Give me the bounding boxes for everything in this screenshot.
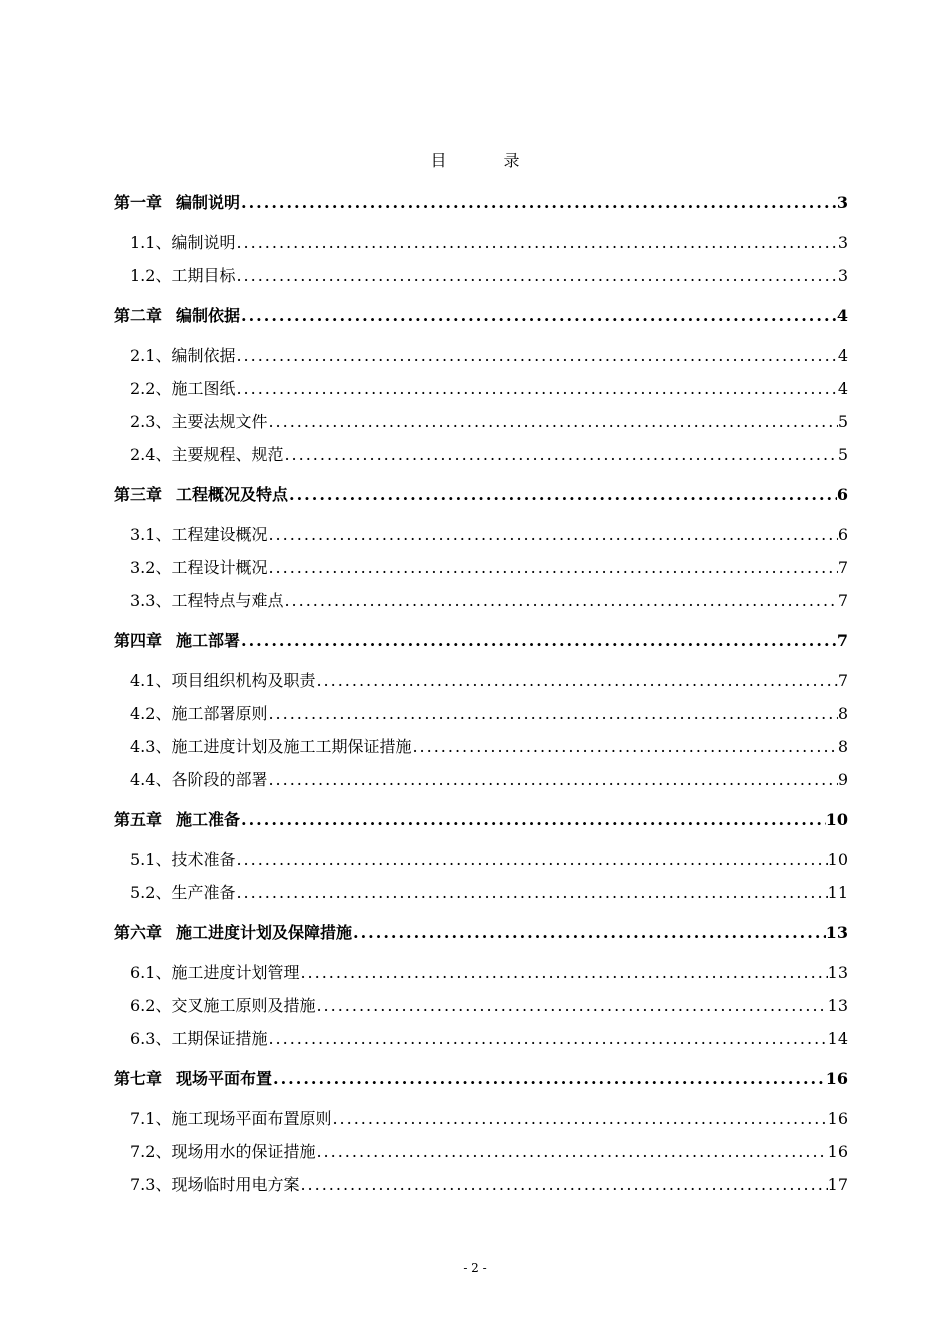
section-title: 4.2、施工部署原则 bbox=[130, 704, 268, 723]
dot-leader bbox=[315, 664, 837, 697]
table-of-contents bbox=[114, 182, 848, 1204]
dot-leader bbox=[331, 1102, 827, 1135]
section-title: 5.1、技术准备 bbox=[130, 850, 236, 869]
page-number: 4 bbox=[837, 379, 848, 398]
section-title: 2.1、编制依据 bbox=[130, 346, 236, 365]
page-number: 3 bbox=[837, 233, 848, 252]
chapter-title: 施工进度计划及保障措施 bbox=[176, 923, 353, 942]
toc-section[interactable] bbox=[114, 763, 848, 796]
dot-leader bbox=[240, 620, 837, 661]
section-title: 4.3、施工进度计划及施工工期保证措施 bbox=[130, 737, 412, 756]
dot-leader bbox=[267, 763, 837, 796]
section-title: 1.2、工期目标 bbox=[130, 266, 236, 285]
dot-leader bbox=[315, 1135, 827, 1168]
toc-section[interactable] bbox=[114, 876, 848, 909]
toc-chapter[interactable] bbox=[114, 620, 848, 661]
page-number: 10 bbox=[827, 850, 848, 869]
section-title: 2.4、主要规程、规范 bbox=[130, 445, 284, 464]
page-number: 16 bbox=[827, 1142, 848, 1161]
page-number: 14 bbox=[827, 1029, 848, 1048]
toc-section[interactable] bbox=[114, 339, 848, 372]
toc-chapter[interactable] bbox=[114, 912, 848, 953]
section-title: 5.2、生产准备 bbox=[130, 883, 236, 902]
chapter-number: 第六章 bbox=[114, 923, 163, 942]
chapter-number: 第七章 bbox=[114, 1069, 163, 1088]
toc-section[interactable] bbox=[114, 372, 848, 405]
chapter-title: 编制依据 bbox=[176, 306, 241, 325]
toc-section[interactable] bbox=[114, 956, 848, 989]
chapter-title: 施工准备 bbox=[176, 810, 241, 829]
dot-leader bbox=[240, 799, 826, 840]
page-number: 17 bbox=[827, 1175, 848, 1194]
toc-section[interactable] bbox=[114, 1168, 848, 1201]
page-number: 13 bbox=[827, 996, 848, 1015]
toc-section[interactable] bbox=[114, 551, 848, 584]
dot-leader bbox=[267, 405, 837, 438]
chapter-number: 第三章 bbox=[114, 485, 163, 504]
toc-section[interactable] bbox=[114, 989, 848, 1022]
section-title: 6.1、施工进度计划管理 bbox=[130, 963, 300, 982]
page-number: 3 bbox=[836, 193, 848, 212]
page-number: 4 bbox=[836, 306, 848, 325]
section-title: 7.1、施工现场平面布置原则 bbox=[130, 1109, 332, 1128]
toc-chapter[interactable] bbox=[114, 799, 848, 840]
page-number: 16 bbox=[825, 1069, 848, 1088]
page-number: 4 bbox=[837, 346, 848, 365]
dot-leader bbox=[267, 518, 837, 551]
toc-section[interactable] bbox=[114, 843, 848, 876]
page-number: 7 bbox=[837, 671, 848, 690]
dot-leader bbox=[235, 843, 827, 876]
dot-leader bbox=[352, 912, 826, 953]
section-title: 3.1、工程建设概况 bbox=[130, 525, 268, 544]
toc-section[interactable] bbox=[114, 1135, 848, 1168]
section-title: 7.2、现场用水的保证措施 bbox=[130, 1142, 316, 1161]
page-number: 6 bbox=[837, 525, 848, 544]
dot-leader bbox=[283, 584, 837, 617]
page-footer-number: - 2 - bbox=[463, 1261, 487, 1275]
dot-leader bbox=[267, 551, 837, 584]
page-number: 10 bbox=[825, 810, 848, 829]
dot-leader bbox=[235, 226, 837, 259]
dot-leader bbox=[299, 1168, 827, 1201]
dot-leader bbox=[288, 474, 837, 515]
dot-leader bbox=[267, 697, 837, 730]
section-title: 1.1、编制说明 bbox=[130, 233, 236, 252]
section-title: 6.3、工期保证措施 bbox=[130, 1029, 268, 1048]
chapter-number: 第二章 bbox=[114, 306, 163, 325]
page-number: 3 bbox=[837, 266, 848, 285]
page-number: 7 bbox=[836, 631, 848, 650]
section-title: 7.3、现场临时用电方案 bbox=[130, 1175, 300, 1194]
dot-leader bbox=[315, 989, 827, 1022]
section-title: 2.2、施工图纸 bbox=[130, 379, 236, 398]
section-title: 4.4、各阶段的部署 bbox=[130, 770, 268, 789]
dot-leader bbox=[235, 259, 837, 292]
page-number: 8 bbox=[837, 737, 848, 756]
page-number: 5 bbox=[837, 412, 848, 431]
dot-leader bbox=[240, 182, 837, 223]
toc-section[interactable] bbox=[114, 226, 848, 259]
section-title: 3.2、工程设计概况 bbox=[130, 558, 268, 577]
toc-section[interactable] bbox=[114, 405, 848, 438]
section-title: 6.2、交叉施工原则及措施 bbox=[130, 996, 316, 1015]
dot-leader bbox=[235, 876, 827, 909]
page-number: 6 bbox=[836, 485, 848, 504]
section-title: 3.3、工程特点与难点 bbox=[130, 591, 284, 610]
toc-chapter[interactable] bbox=[114, 182, 848, 223]
page-number: 5 bbox=[837, 445, 848, 464]
dot-leader bbox=[267, 1022, 827, 1055]
toc-section[interactable] bbox=[114, 1102, 848, 1135]
toc-section[interactable] bbox=[114, 584, 848, 617]
section-title: 2.3、主要法规文件 bbox=[130, 412, 268, 431]
page-number: 13 bbox=[825, 923, 848, 942]
dot-leader bbox=[240, 295, 837, 336]
chapter-number: 第五章 bbox=[114, 810, 163, 829]
toc-section[interactable] bbox=[114, 518, 848, 551]
toc-title: 目 录 bbox=[430, 151, 546, 170]
dot-leader bbox=[235, 372, 837, 405]
chapter-title: 现场平面布置 bbox=[176, 1069, 273, 1088]
chapter-title: 施工部署 bbox=[176, 631, 241, 650]
toc-section[interactable] bbox=[114, 664, 848, 697]
toc-section[interactable] bbox=[114, 697, 848, 730]
chapter-title: 工程概况及特点 bbox=[176, 485, 289, 504]
dot-leader bbox=[235, 339, 837, 372]
page-number: 16 bbox=[827, 1109, 848, 1128]
page-number: 7 bbox=[837, 558, 848, 577]
section-title: 4.1、项目组织机构及职责 bbox=[130, 671, 316, 690]
toc-section[interactable] bbox=[114, 259, 848, 292]
chapter-number: 第一章 bbox=[114, 193, 163, 212]
toc-chapter[interactable] bbox=[114, 474, 848, 515]
chapter-title: 编制说明 bbox=[176, 193, 241, 212]
dot-leader bbox=[299, 956, 827, 989]
toc-section[interactable] bbox=[114, 730, 848, 763]
dot-leader bbox=[411, 730, 837, 763]
page-number: 8 bbox=[837, 704, 848, 723]
dot-leader bbox=[283, 438, 837, 471]
chapter-number: 第四章 bbox=[114, 631, 163, 650]
toc-chapter[interactable] bbox=[114, 1058, 848, 1099]
dot-leader bbox=[272, 1058, 826, 1099]
page-number: 7 bbox=[837, 591, 848, 610]
toc-section[interactable] bbox=[114, 438, 848, 471]
toc-chapter[interactable] bbox=[114, 295, 848, 336]
page-number: 13 bbox=[827, 963, 848, 982]
toc-section[interactable] bbox=[114, 1022, 848, 1055]
page-number: 11 bbox=[827, 883, 848, 902]
page-number: 9 bbox=[837, 770, 848, 789]
